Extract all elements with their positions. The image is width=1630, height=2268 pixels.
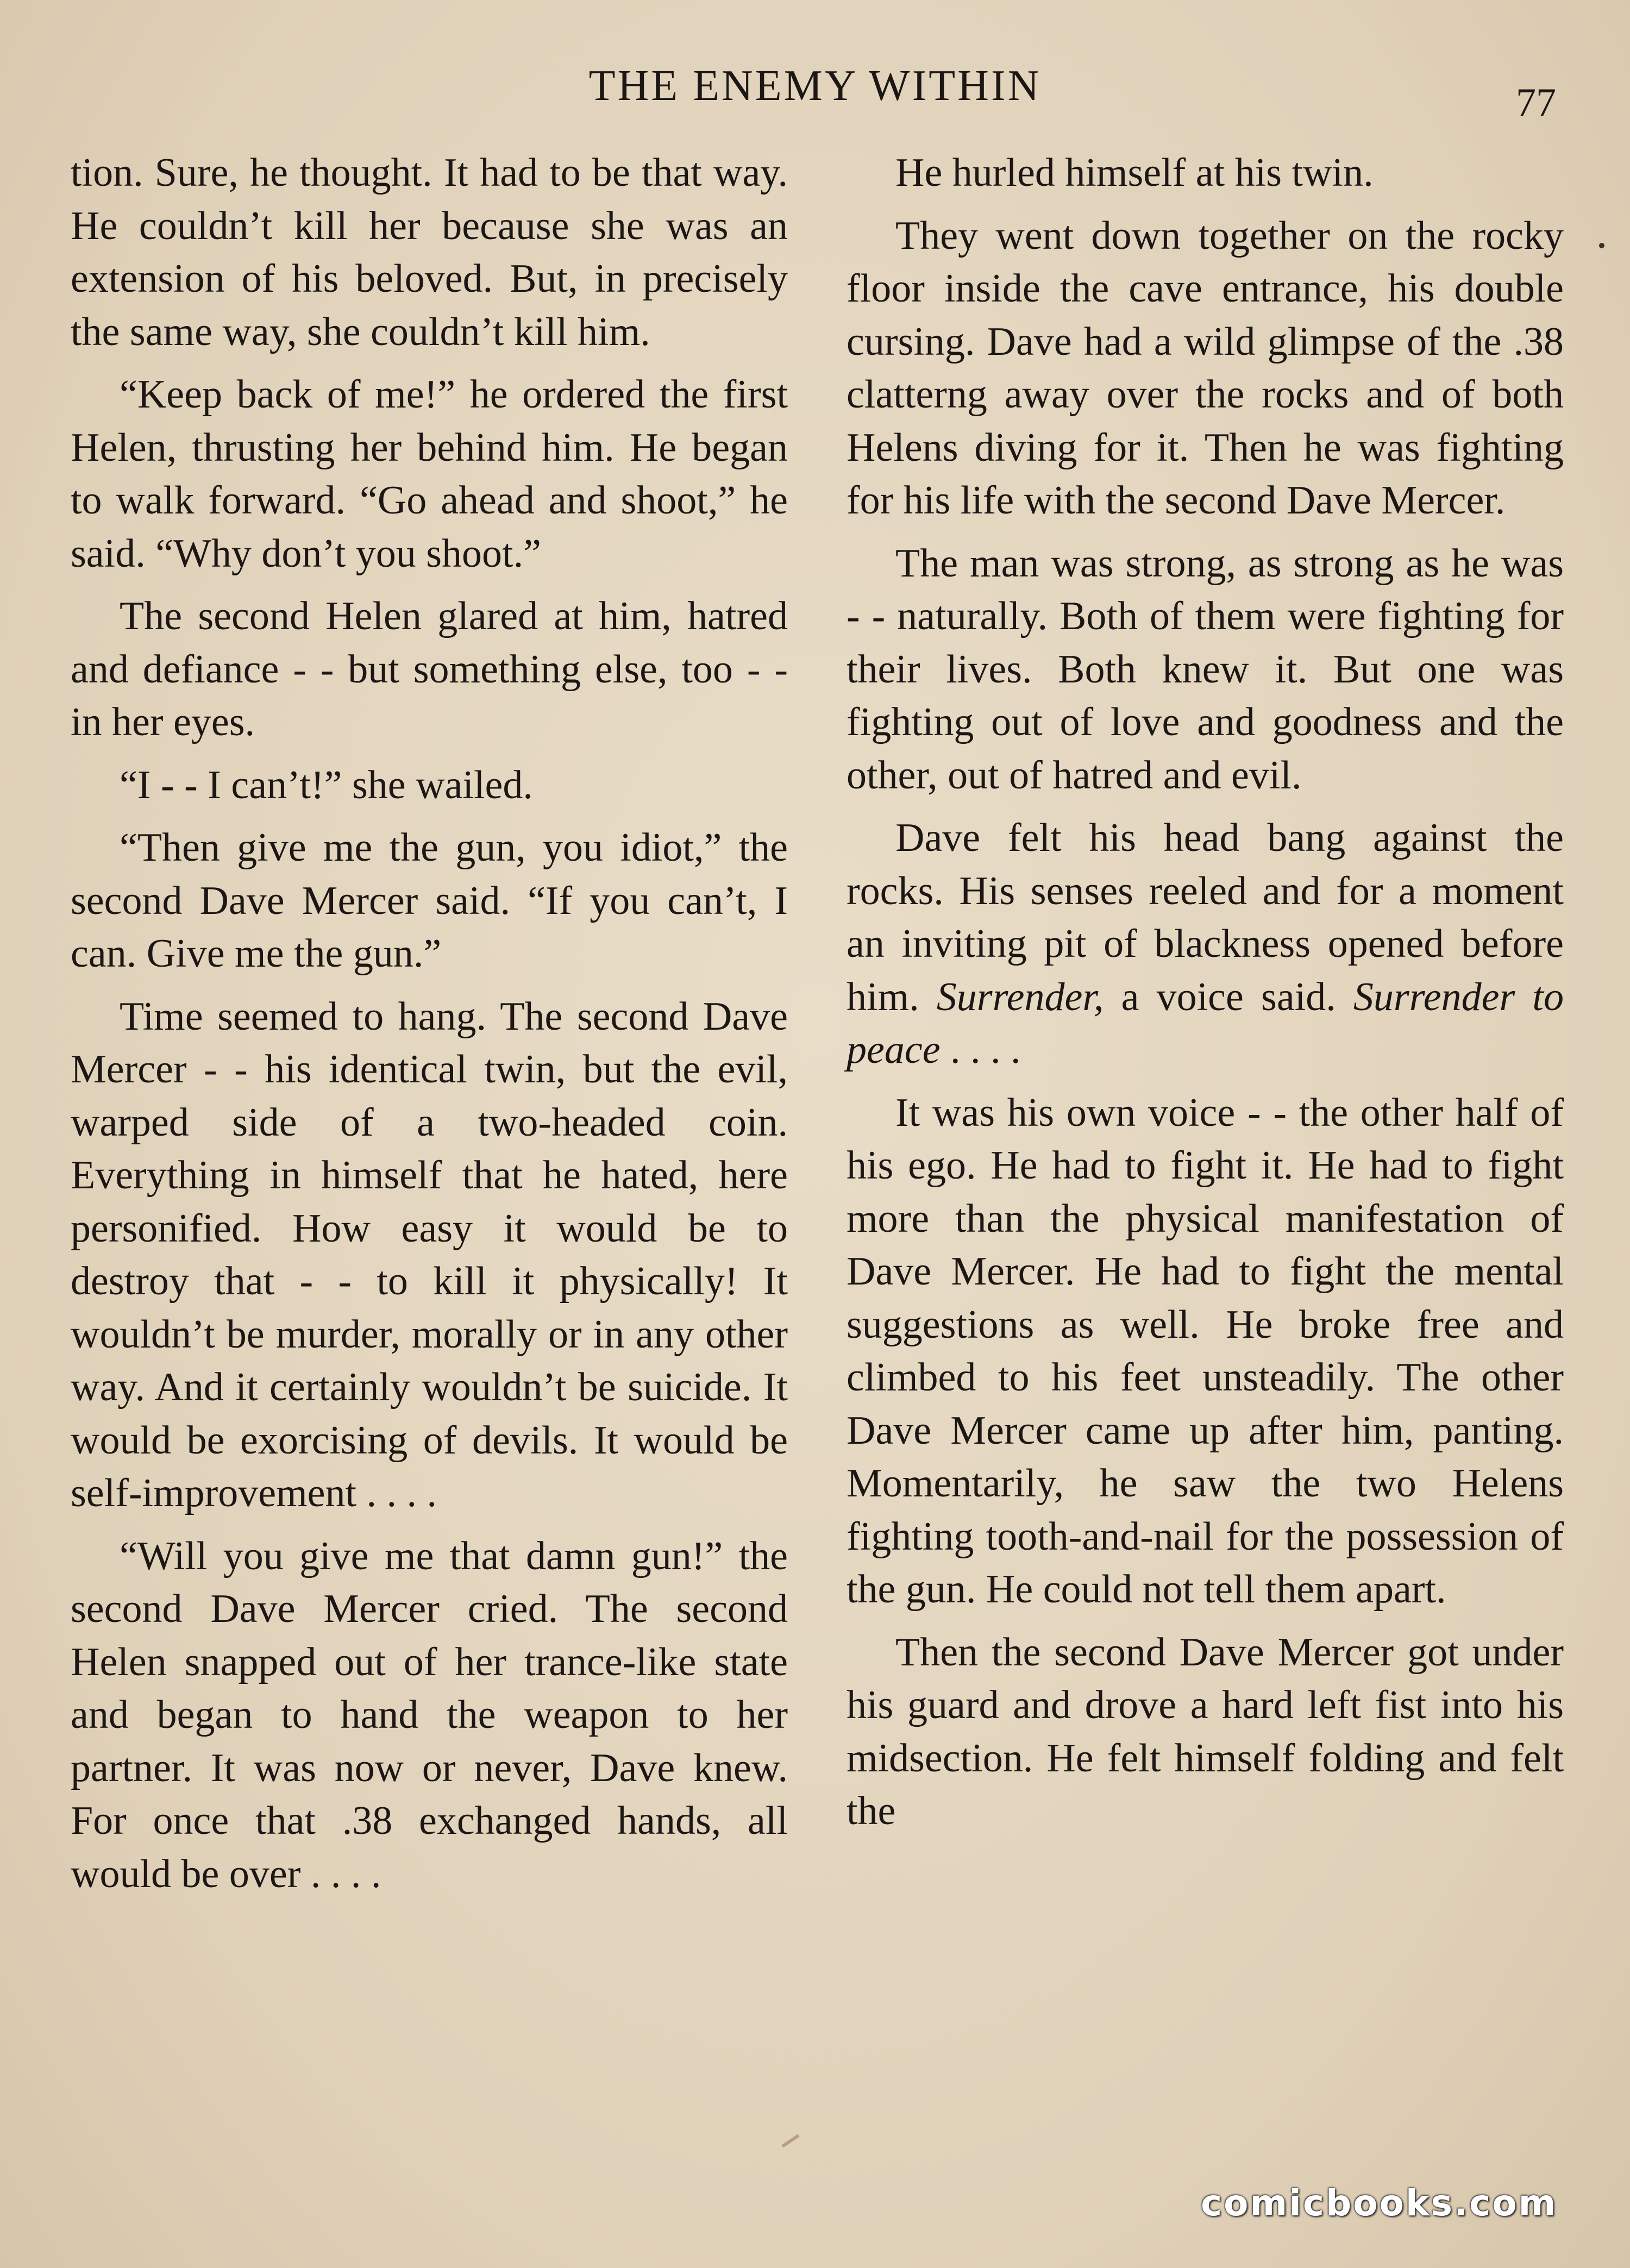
paragraph-text: a voice said. — [1104, 974, 1353, 1019]
paragraph: tion. Sure, he thought. It had to be that way. He couldn’t kill her because she was an extension of his beloved. But, in precisely the same way, she couldn’t kill him. — [71, 151, 788, 354]
right-column — [847, 147, 1564, 1838]
ink-speck — [1599, 243, 1604, 248]
paragraph: He hurled himself at his twin. — [895, 151, 1374, 195]
page-number: 77 — [1516, 80, 1556, 125]
paragraph: Time seemed to hang. The second Dave Mercer - - his identical twin, but the evil, warped side of a two-headed coin. Everything in himself that he hated, here personified. How easy it would be to destroy that - - to kill it physically! It wouldn’t be murder, morally or in any other way. And it certainly wouldn’t be suicide. It would be exorcising of devils. It would be self-improvement . . . . — [71, 994, 788, 1515]
paragraph: “Then give me the gun, you idiot,” the second Dave Mercer said. “If you can’t, I can. Give me the gun.” — [71, 825, 788, 976]
paragraph: The second Helen glared at him, hatred and defiance - - but something else, too - - in her eyes. — [71, 594, 788, 744]
paper-scratch — [782, 2135, 799, 2146]
italic-text: Surrender to peace — [847, 974, 1564, 1072]
paragraph: Then the second Dave Mercer got under his guard and drove a hard left fist into his midsection. He felt himself folding and felt the — [847, 1630, 1564, 1833]
paragraph-text: . . . . — [940, 1028, 1021, 1072]
paragraph: The man was strong, as strong as he was - - naturally. Both of them were fighting for their lives. Both knew it. But one was fighting out of love and goodness and the other, out of hatred and evil. — [847, 541, 1564, 798]
paragraph — [847, 812, 1564, 1077]
paragraph-text: Dave felt his head bang against the rocks. His senses reeled and for a moment an inviting pit of blackness opened before him. — [847, 816, 1564, 1019]
running-title: THE ENEMY WITHIN — [588, 62, 1042, 110]
paragraph: They went down together on the rocky floor inside the cave entrance, his double cursing. Dave had a wild glimpse of the .38 clatterng away over the rocks and of both Helens diving for it. Then he was fighting for his life with the second Dave Mercer. — [847, 213, 1564, 523]
paragraph: “Keep back of me!” he ordered the first Helen, thrusting her behind him. He began to walk forward. “Go ahead and shoot,” he said. “Why don’t you shoot.” — [71, 372, 788, 576]
left-column — [71, 147, 788, 1901]
paragraph: “Will you give me that damn gun!” the second Dave Mercer cried. The second Helen snapped out of her trance-like state and began to hand the weapon to her partner. It was now or never, Dave knew. For once that .38 exchanged hands, all would be over . . . . — [71, 1533, 788, 1896]
paragraph: “I - - I can’t!” she wailed. — [120, 762, 533, 807]
paragraph: It was his own voice - - the other half of his ego. He had to fight it. He had to fight more than the physical manifestation of Dave Mercer. He had to fight the mental suggestions as well. He broke free and climbed to his feet unsteadily. The other Dave Mercer came up after him, panting. Momentarily, he saw the two Helens fighting tooth-and-nail for the possession of the gun. He could not tell them apart. — [847, 1090, 1564, 1612]
watermark: comicbooks.com — [1201, 2182, 1558, 2224]
italic-text: Surrender, — [936, 974, 1104, 1019]
